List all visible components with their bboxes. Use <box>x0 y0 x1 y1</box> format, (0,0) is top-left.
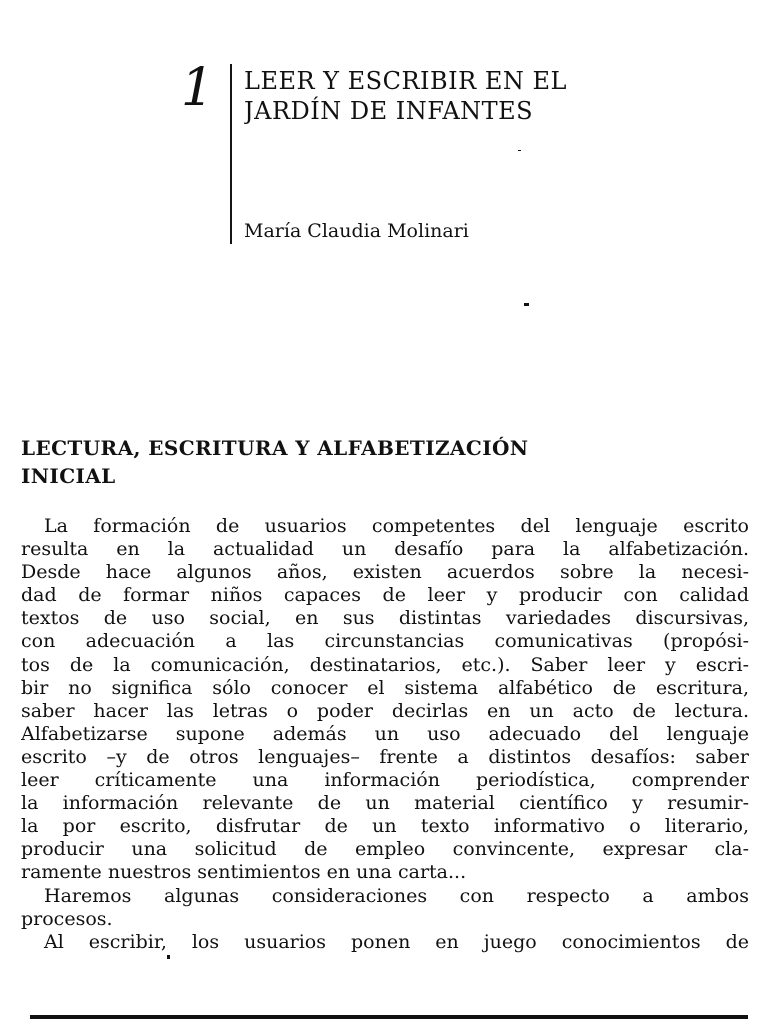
section-heading <box>21 434 731 490</box>
body-line: dad de formar niños capaces de leer y producir con calidad <box>21 584 749 607</box>
body-line: tos de la comunicación, destinatarios, etc.). Saber leer y escri- <box>21 653 749 676</box>
body-line: Desde hace algunos años, existen acuerdos sobre la necesi- <box>21 561 749 584</box>
chapter-title-line: JARDÍN DE INFANTES <box>244 97 534 125</box>
body-line: La formación de usuarios competentes del lenguaje escrito <box>44 515 749 537</box>
chapter-title <box>244 66 684 126</box>
body-line: la por escrito, disfrutar de un texto informativo o literario, <box>21 815 749 838</box>
body-line: producir una solicitud de empleo convincente, expresar cla- <box>21 838 749 861</box>
print-speck <box>167 955 170 959</box>
body-line: ramente nuestros sentimientos en una carta... <box>21 861 467 884</box>
body-line: textos de uso social, en sus distintas variedades discursivas, <box>21 607 749 630</box>
body-line: Alfabetizarse supone además un uso adecuado del lenguaje <box>21 722 749 745</box>
body-line: procesos. <box>21 907 113 930</box>
chapter-number: 1 <box>180 58 214 118</box>
body-line: resulta en la actualidad un desafío para la alfabetización. <box>21 538 749 561</box>
author-name: María Claudia Molinari <box>244 220 469 242</box>
body-line: Al escribir, los usuarios ponen en juego conocimientos de <box>44 930 749 953</box>
body-line: con adecuación a las circunstancias comunicativas (propósi- <box>21 630 749 653</box>
section-heading-line: INICIAL <box>21 464 116 488</box>
chapter-title-line: LEER Y ESCRIBIR EN EL <box>244 67 567 95</box>
body-line: leer críticamente una información periodística, comprender <box>21 769 749 792</box>
body-line: la información relevante de un material científico y resumir- <box>21 792 749 815</box>
body-line: escrito –y de otros lenguajes– frente a distintos desafíos: saber <box>21 745 749 768</box>
print-speck <box>518 150 521 151</box>
body-line: saber hacer las letras o poder decirlas en un acto de lectura. <box>21 699 749 722</box>
section-heading-line: LECTURA, ESCRITURA Y ALFABETIZACIÓN <box>21 436 529 460</box>
print-speck <box>524 303 529 306</box>
body-line: bir no significa sólo conocer el sistema alfabético de escritura, <box>21 676 749 699</box>
chapter-divider <box>230 64 232 244</box>
body-line: Haremos algunas consideraciones con respecto a ambos <box>44 884 749 907</box>
page-bottom-rule <box>30 1015 748 1019</box>
body-text <box>21 515 749 954</box>
